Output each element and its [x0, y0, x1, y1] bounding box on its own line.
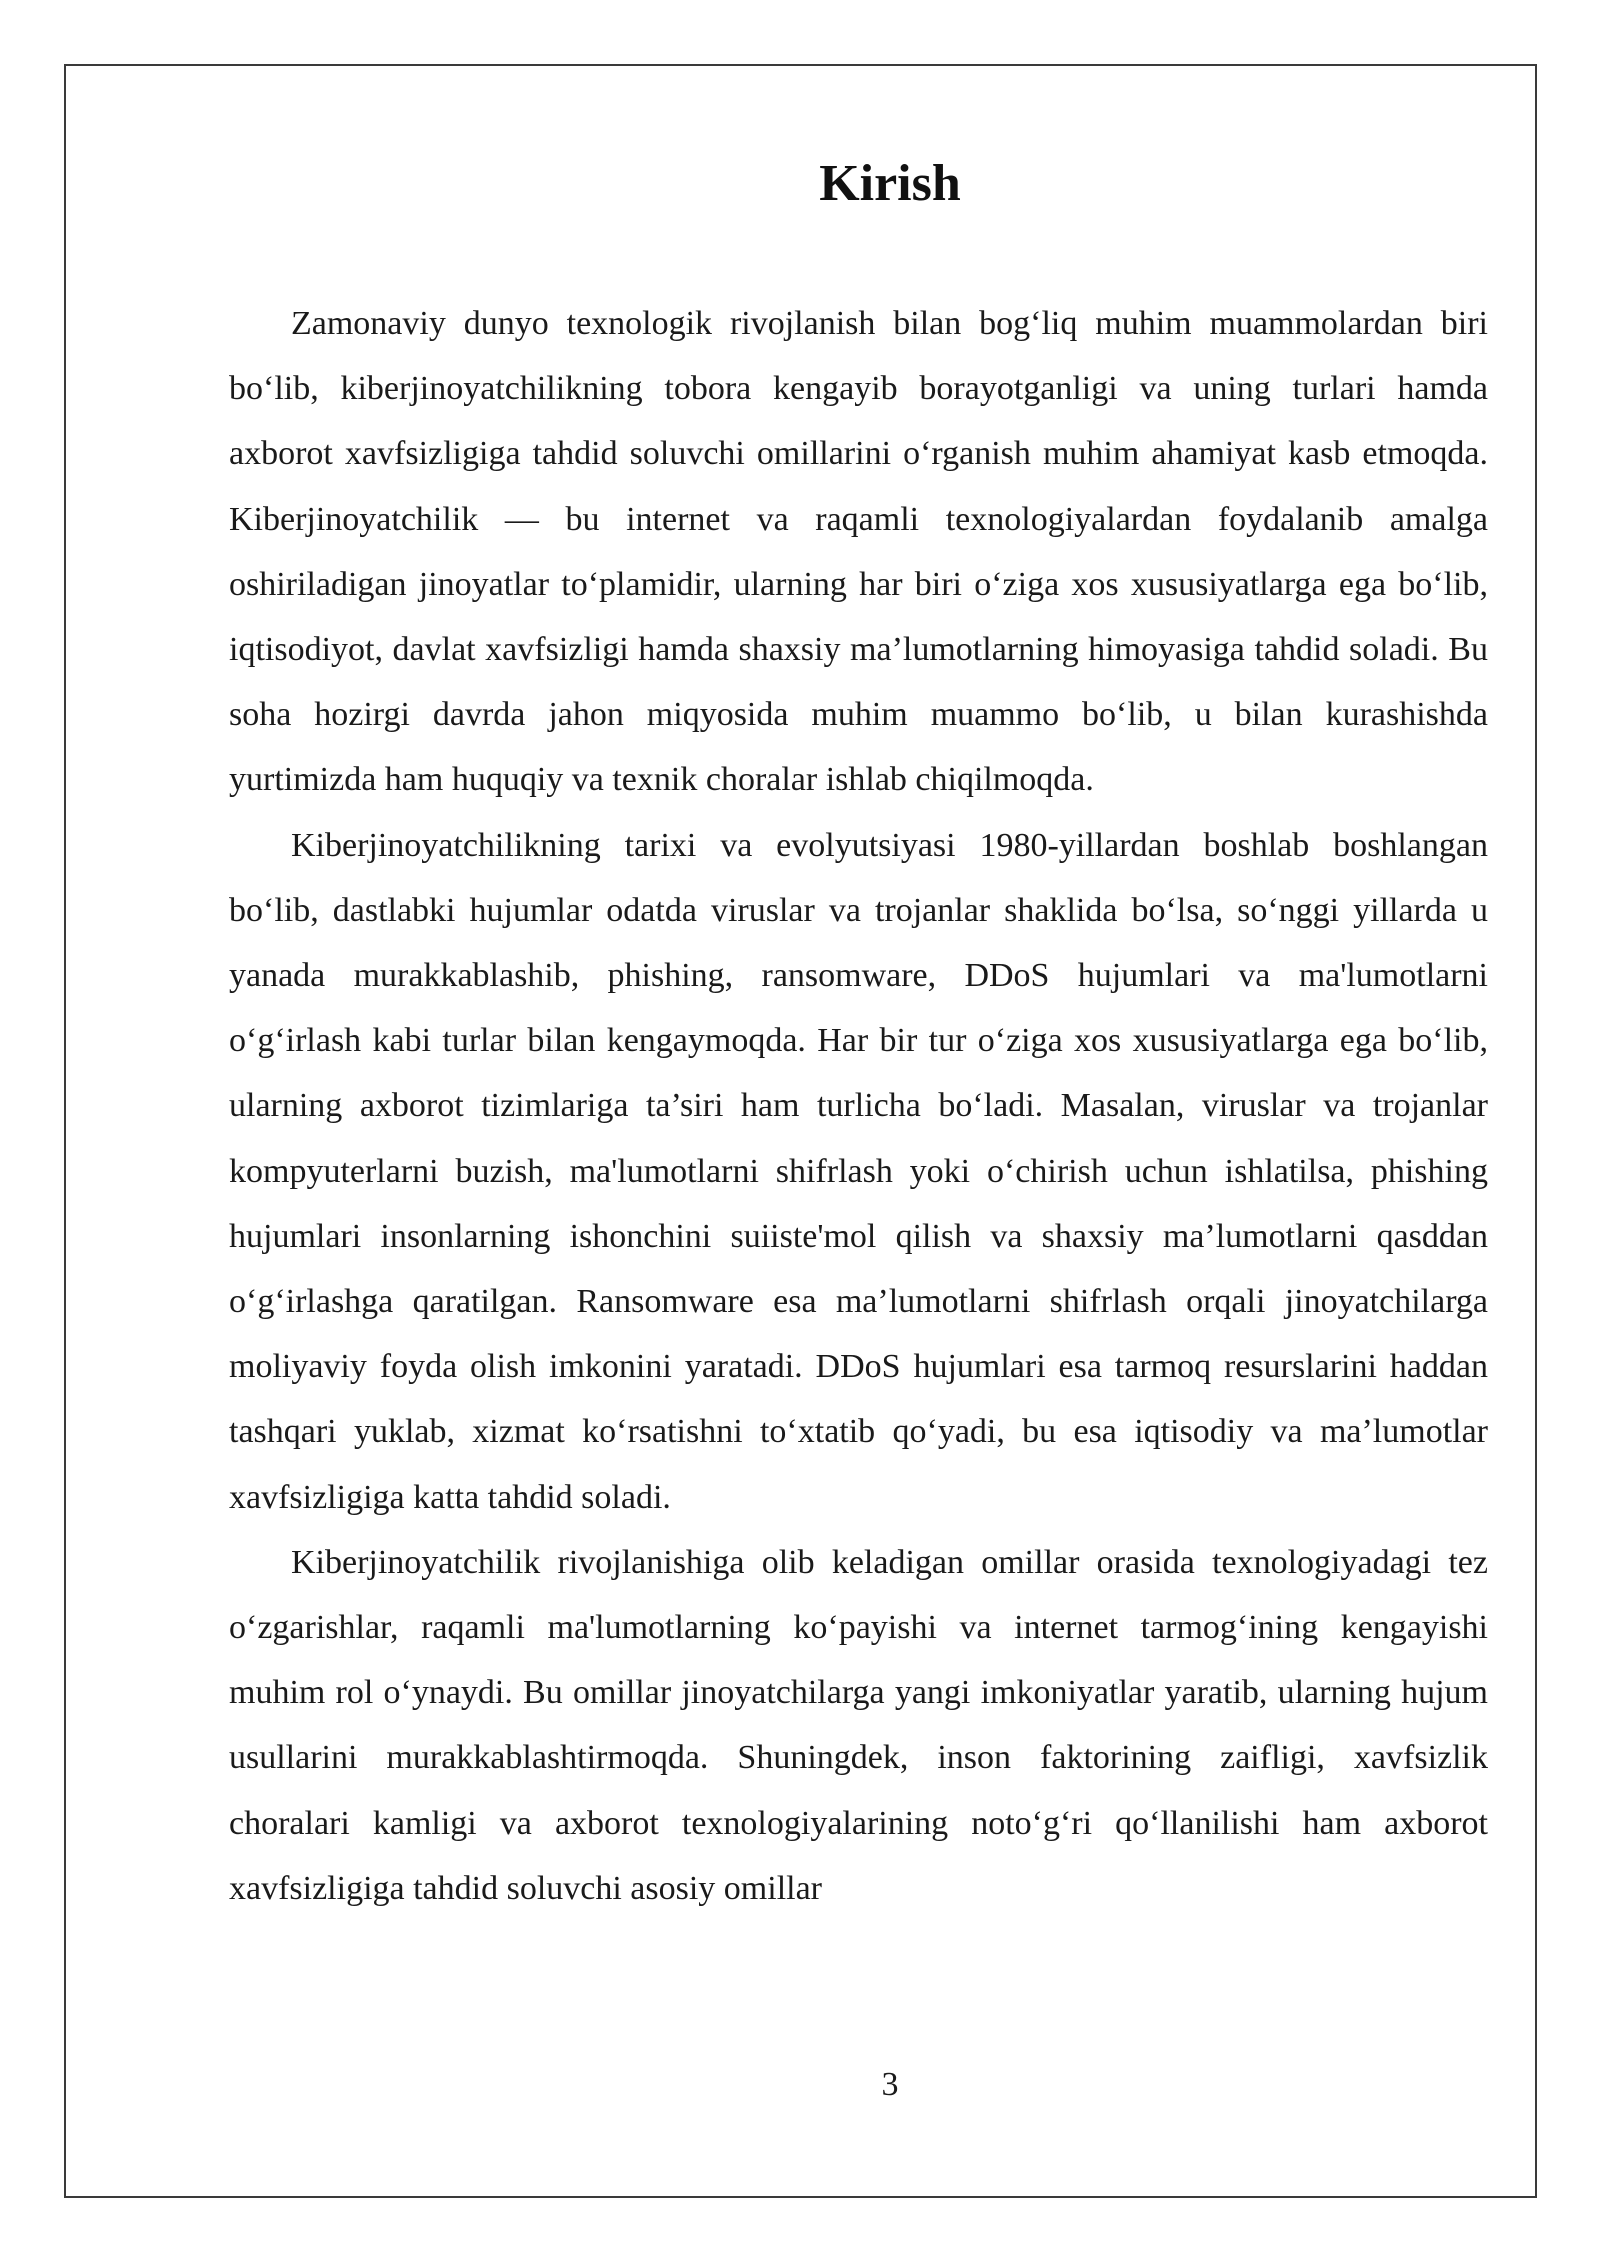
paragraph-3: Kiberjinoyatchilik rivojlanishiga olib keladigan omillar orasida texnologiyadagi tez o‘zgarishlar, raqamli ma'lumotlarning ko‘payishi va internet tarmog‘ining kengayishi muhim rol o‘ynaydi. Bu omillar jinoyatchilarga yangi imkoniyatlar yaratib, ularning hujum usullarini murakkablashtirmoqda. Shuningdek, inson faktorining zaifligi, xavfsizlik choralari kamligi va axborot texnologiyalarining noto‘g‘ri qo‘llanilishi ham axborot xavfsizligiga tahdid soluvchi asosiy omillar: [229, 1543, 1488, 1907]
page-number: 3: [881, 2066, 899, 2103]
paragraph-1: Zamonaviy dunyo texnologik rivojlanish bilan bog‘liq muhim muammolardan biri bo‘lib, kiberjinoyatchilikning tobora kengayib borayotganligi va uning turlari hamda axborot xavfsizligiga tahdid soluvchi omillarini o‘rganish muhim ahamiyat kasb etmoqda. Kiberjinoyatchilik — bu internet va raqamli texnologiyalardan foydalanib amalga oshiriladigan jinoyatlar to‘plamidir, ularning har biri o‘ziga xos xususiyatlarga ega bo‘lib, iqtisodiyot, davlat xavfsizligi hamda shaxsiy ma’lumotlarning himoyasiga tahdid soladi. Bu soha hozirgi davrda jahon miqyosida muhim muammo bo‘lib, u bilan kurashishda yurtimizda ham huquqiy va texnik choralar ishlab chiqilmoqda.: [229, 305, 1488, 799]
paragraph-2: Kiberjinoyatchilikning tarixi va evolyutsiyasi 1980-yillardan boshlab boshlangan bo‘lib, dastlabki hujumlar odatda viruslar va trojanlar shaklida bo‘lsa, so‘nggi yillarda u yanada murakkablashib, phishing, ransomware, DDoS hujumlari va ma'lumotlarni o‘g‘irlash kabi turlar bilan kengaymoqda. Har bir tur o‘ziga xos xususiyatlarga ega bo‘lib, ularning axborot tizimlariga ta’siri ham turlicha bo‘ladi. Masalan, viruslar va trojanlar kompyuterlarni buzish, ma'lumotlarni shifrlash yoki o‘chirish uchun ishlatilsa, phishing hujumlari insonlarning ishonchini suiiste'mol qilish va shaxsiy ma’lumotlarni qasddan o‘g‘irlashga qaratilgan. Ransomware esa ma’lumotlarni shifrlash orqali jinoyatchilarga moliyaviy foyda olish imkonini yaratadi. DDoS hujumlari esa tarmoq resurslarini haddan tashqari yuklab, xizmat ko‘rsatishni to‘xtatib qo‘yadi, bu esa iqtisodiy va ma’lumotlar xavfsizligiga katta tahdid soladi.: [229, 826, 1488, 1516]
document-body: [229, 291, 1488, 1921]
page-title: Kirish: [819, 155, 961, 212]
